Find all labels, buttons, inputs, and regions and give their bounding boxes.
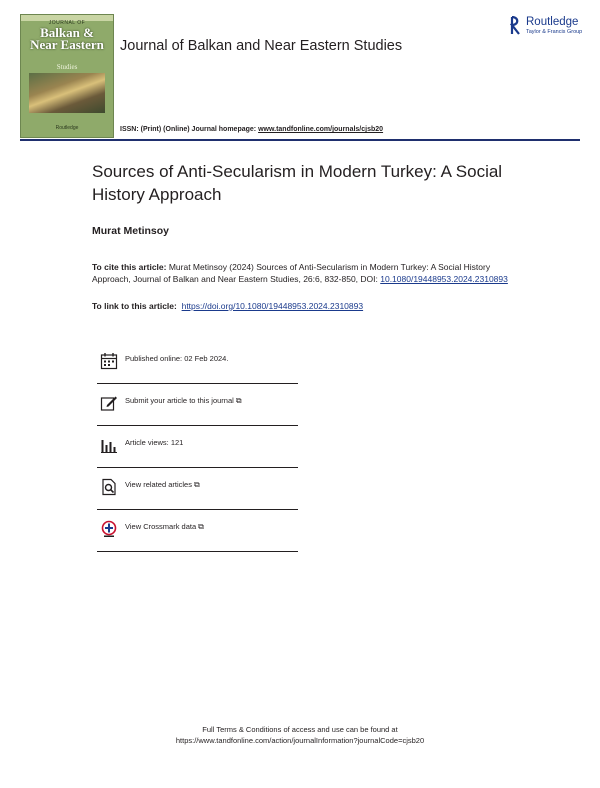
footer-terms-link[interactable]: https://www.tandfonline.com/action/journalInformation?journalCode=cjsb20: [175, 736, 425, 745]
bar-chart-icon: [100, 436, 118, 454]
cover-title: Balkan & Near Eastern: [30, 25, 104, 52]
meta-submit[interactable]: [97, 384, 298, 426]
meta-crossmark[interactable]: [97, 510, 298, 552]
article-title: Sources of Anti-Secularism in Modern Turkey: A Social History Approach: [92, 162, 503, 204]
related-articles-link: View related articles: [125, 480, 192, 489]
meta-related[interactable]: [97, 468, 298, 510]
header-rule: [20, 139, 580, 141]
crossmark-icon: [100, 520, 118, 538]
meta-views: [97, 426, 298, 468]
journal-cover: [20, 14, 114, 138]
cover-photo: [29, 73, 105, 113]
external-link-icon: ⧉: [235, 396, 242, 405]
footer-line1: Full Terms & Conditions of access and use can be found at: [202, 725, 398, 734]
edit-icon: [100, 394, 118, 412]
journal-homepage-link[interactable]: www.tandfonline.com/journals/cjsb20: [258, 126, 384, 133]
article-author: Murat Metinsoy: [92, 225, 170, 237]
doi-link[interactable]: 10.1080/19448953.2024.2310893: [380, 273, 508, 284]
cover-subtitle: Studies: [56, 63, 78, 71]
article-views: Article views: 121: [125, 438, 184, 447]
published-date: Published online: 02 Feb 2024.: [125, 354, 229, 363]
submit-article-link: Submit your article to this journal: [125, 396, 234, 405]
cover-publisher: Routledge: [55, 125, 79, 131]
related-articles-icon: [100, 478, 118, 496]
external-link-icon: ⧉: [198, 522, 204, 531]
footer-terms: [0, 724, 600, 746]
citation: To cite this article: Murat Metinsoy (2024) Sources of Anti-Secularism in Modern Turkey: A Social History Approach, Journal of Balkan and Near Eastern Studies, 26:6, 832-850, DOI: 10.1080/19448953.2024.2310893: [92, 262, 508, 284]
article-url-link[interactable]: https://doi.org/10.1080/19448953.2024.2310893: [181, 301, 364, 311]
cover-series: JOURNAL OF: [48, 20, 86, 26]
article-meta-list: [97, 342, 298, 552]
calendar-icon: [100, 352, 118, 370]
crossmark-link: View Crossmark data: [125, 522, 197, 531]
issn-line: ISSN: (Print) (Online) Journal homepage: www.tandfonline.com/journals/cjsb20: [120, 126, 384, 133]
journal-title: Journal of Balkan and Near Eastern Studies: [120, 38, 403, 54]
publisher-logo: Routledge Taylor & Francis Group: [526, 16, 583, 35]
routledge-logo-icon: [510, 16, 522, 35]
external-link-icon: ⧉: [193, 480, 200, 489]
meta-published: [97, 342, 298, 384]
article-link-line: To link to this article: https://doi.org/10.1080/19448953.2024.2310893: [92, 301, 364, 311]
